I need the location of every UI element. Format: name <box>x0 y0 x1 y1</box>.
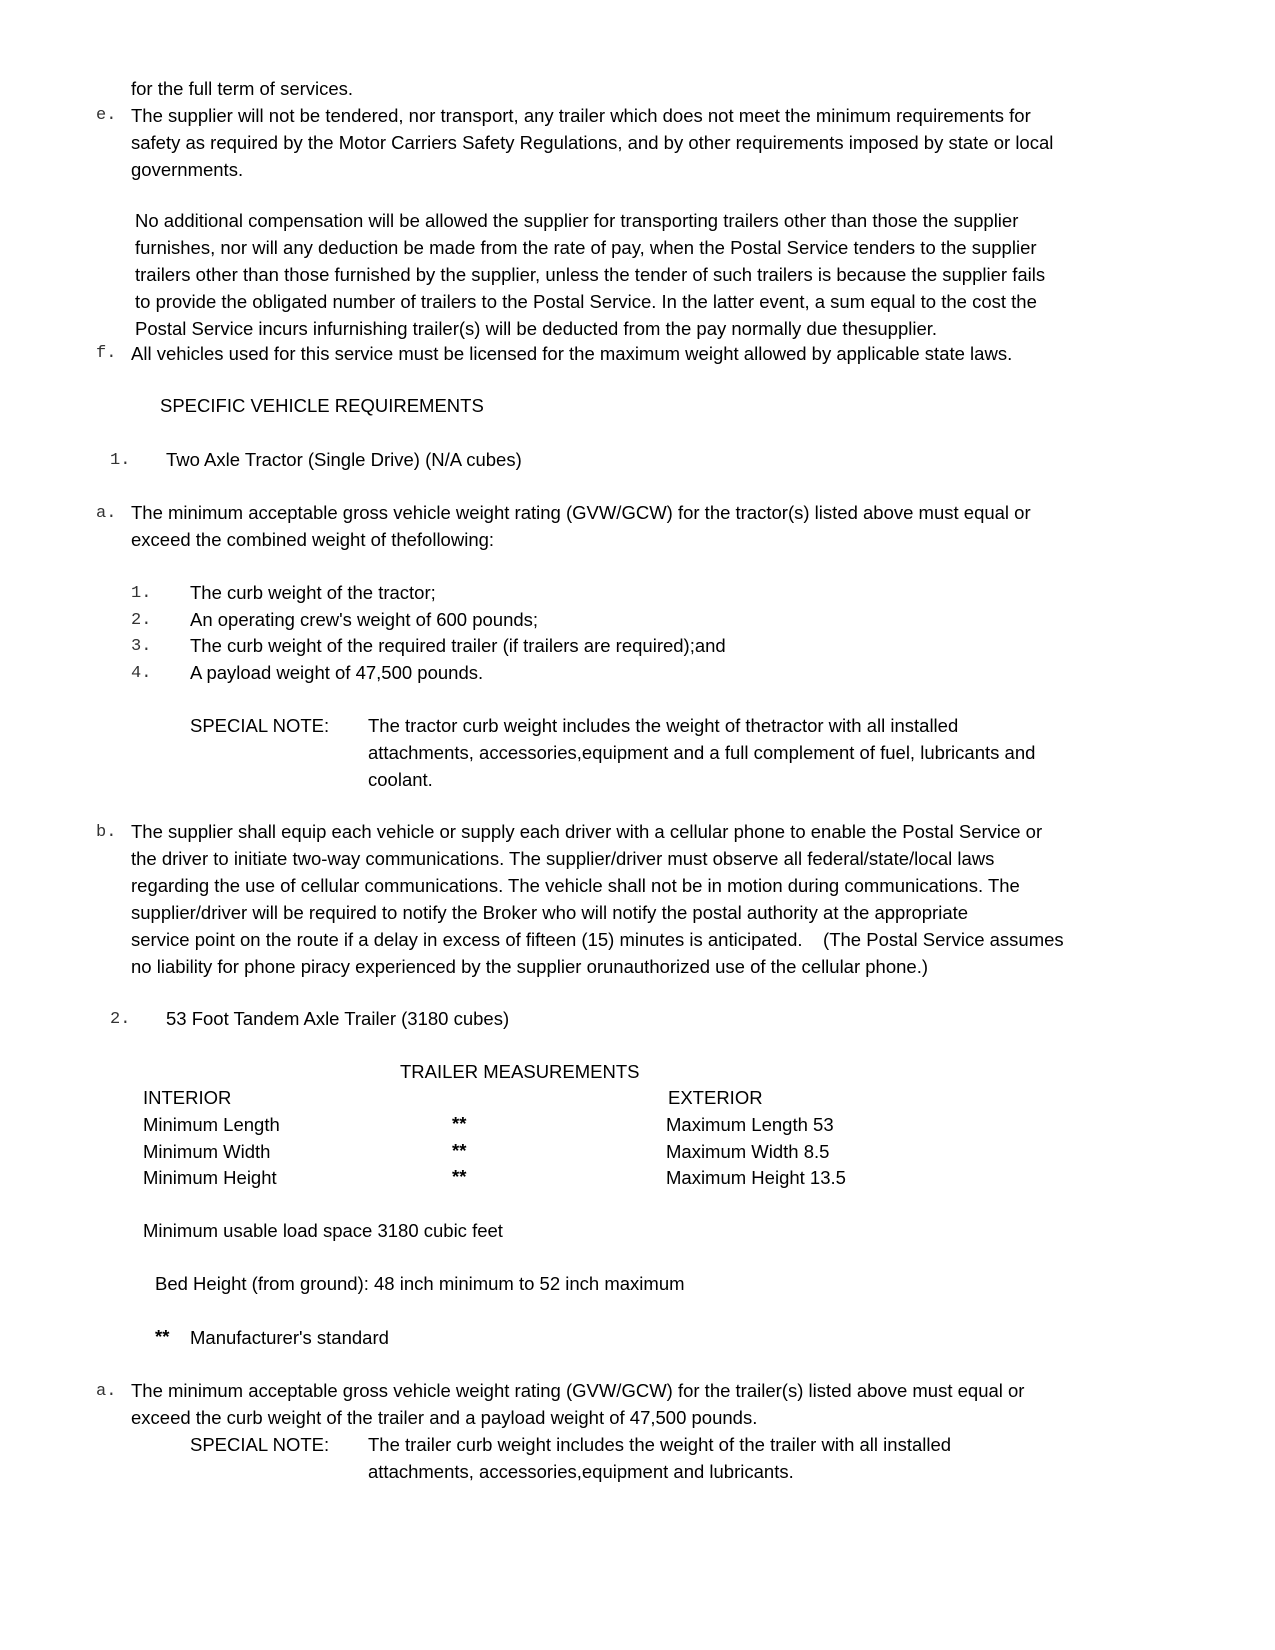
compensation-line: Postal Service incurs infurnishing trailer(s) will be deducted from the pay normally due thesupplier. <box>135 318 938 339</box>
special-note-text <box>368 712 1035 793</box>
section-1-item-b-line: the driver to initiate two-way communications. The supplier/driver must observe all federal/state/local laws <box>131 848 995 869</box>
measurement-value: ** <box>452 1113 467 1134</box>
compensation-line: to provide the obligated number of trailers to the Postal Service. In the latter event, a sum equal to the cost the <box>135 291 1037 312</box>
section-1-item-b-marker: b. <box>96 823 117 842</box>
section-1-item-b-text <box>131 818 1064 980</box>
section-2-item-a-text <box>131 1377 1024 1431</box>
footnote-marker: ** <box>155 1326 170 1347</box>
compensation-line: No additional compensation will be allowed the supplier for transporting trailers other than those the supplier <box>135 210 1019 231</box>
compensation-paragraph <box>135 207 1045 342</box>
footnote-text: Manufacturer's standard <box>190 1327 389 1348</box>
load-space-text: Minimum usable load space 3180 cubic feet <box>143 1220 503 1241</box>
item-e-marker: e. <box>96 106 117 125</box>
section-2-title: 53 Foot Tandem Axle Trailer (3180 cubes) <box>166 1008 510 1029</box>
sub-item-marker: 3. <box>131 637 152 656</box>
section-1-item-a-line: The minimum acceptable gross vehicle weight rating (GVW/GCW) for the tractor(s) listed above must equal or <box>131 502 1031 523</box>
section-1-item-a-text <box>131 499 1031 553</box>
section-1-item-b-line: service point on the route if a delay in excess of fifteen (15) minutes is anticipated. (The Postal Service assumes <box>131 929 1064 950</box>
special-note-label: SPECIAL NOTE: <box>190 715 330 736</box>
measurement-interior: Minimum Height <box>143 1167 277 1188</box>
trailer-measurements-heading: TRAILER MEASUREMENTS <box>400 1061 640 1082</box>
item-e-line: The supplier will not be tendered, nor transport, any trailer which does not meet the minimum requirements for <box>131 105 1031 126</box>
special-note-line: The trailer curb weight includes the weight of the trailer with all installed <box>368 1434 952 1455</box>
sub-item-marker: 4. <box>131 664 152 683</box>
bed-height-text: Bed Height (from ground): 48 inch minimum to 52 inch maximum <box>155 1273 685 1294</box>
item-f-marker: f. <box>96 344 117 363</box>
exterior-label: EXTERIOR <box>668 1087 763 1108</box>
section-1-item-a-marker: a. <box>96 504 117 523</box>
sub-item-marker: 1. <box>131 584 152 603</box>
measurement-value: ** <box>452 1166 467 1187</box>
section-1-item-b-line: no liability for phone piracy experienced by the supplier orunauthorized use of the cellular phone.) <box>131 956 929 977</box>
special-note-text <box>368 1431 951 1485</box>
section-1-item-b-line: The supplier shall equip each vehicle or supply each driver with a cellular phone to enable the Postal Service or <box>131 821 1043 842</box>
item-f-text: All vehicles used for this service must be licensed for the maximum weight allowed by applicable state laws. <box>131 343 1013 364</box>
sub-item-text: The curb weight of the required trailer (if trailers are required);and <box>190 635 726 656</box>
compensation-line: furnishes, nor will any deduction be made from the rate of pay, when the Postal Service tenders to the supplier <box>135 237 1037 258</box>
measurement-value: ** <box>452 1140 467 1161</box>
special-note-line: attachments, accessories,equipment and a full complement of fuel, lubricants and <box>368 742 1036 763</box>
section-2-item-a-line: exceed the curb weight of the trailer and a payload weight of 47,500 pounds. <box>131 1407 758 1428</box>
measurement-exterior: Maximum Length 53 <box>666 1114 834 1135</box>
interior-label: INTERIOR <box>143 1087 232 1108</box>
measurement-interior: Minimum Width <box>143 1141 271 1162</box>
section-1-item-a-line: exceed the combined weight of thefollowing: <box>131 529 495 550</box>
item-e-line: safety as required by the Motor Carriers Safety Regulations, and by other requirements imposed by state or local <box>131 132 1054 153</box>
special-note-line: The tractor curb weight includes the weight of thetractor with all installed <box>368 715 959 736</box>
section-2-item-a-marker: a. <box>96 1382 117 1401</box>
section-1-number: 1. <box>110 451 131 470</box>
measurement-exterior: Maximum Height 13.5 <box>666 1167 846 1188</box>
sub-item-text: A payload weight of 47,500 pounds. <box>190 662 484 683</box>
item-e-text <box>131 102 1053 183</box>
section-2-item-a-line: The minimum acceptable gross vehicle weight rating (GVW/GCW) for the trailer(s) listed above must equal or <box>131 1380 1025 1401</box>
compensation-line: trailers other than those furnished by the supplier, unless the tender of such trailers is because the supplier fails <box>135 264 1046 285</box>
special-note-line: coolant. <box>368 769 433 790</box>
measurement-interior: Minimum Length <box>143 1114 280 1135</box>
measurement-exterior: Maximum Width 8.5 <box>666 1141 830 1162</box>
special-note-label: SPECIAL NOTE: <box>190 1434 330 1455</box>
special-note-line: attachments, accessories,equipment and lubricants. <box>368 1461 794 1482</box>
specific-vehicle-requirements-heading: SPECIFIC VEHICLE REQUIREMENTS <box>160 395 484 416</box>
intro-line: for the full term of services. <box>131 78 354 99</box>
section-2-number: 2. <box>110 1010 131 1029</box>
sub-item-text: An operating crew's weight of 600 pounds; <box>190 609 539 630</box>
section-1-item-b-line: supplier/driver will be required to notify the Broker who will notify the postal authority at the appropriate <box>131 902 969 923</box>
section-1-title: Two Axle Tractor (Single Drive) (N/A cubes) <box>166 449 522 470</box>
item-e-line: governments. <box>131 159 244 180</box>
sub-item-marker: 2. <box>131 611 152 630</box>
sub-item-text: The curb weight of the tractor; <box>190 582 436 603</box>
section-1-item-b-line: regarding the use of cellular communications. The vehicle shall not be in motion during communications. The <box>131 875 1020 896</box>
